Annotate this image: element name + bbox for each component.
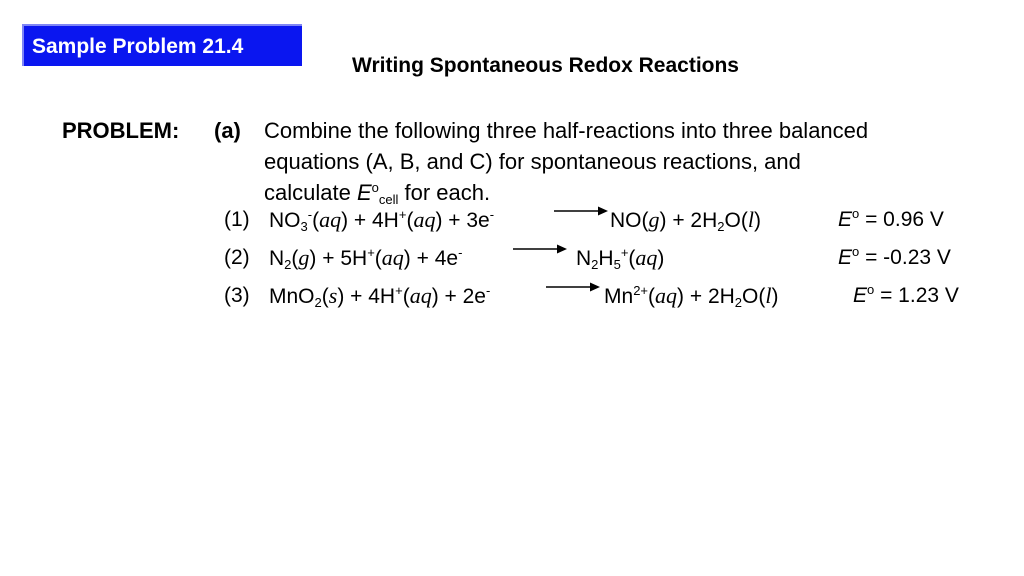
reaction-3-products: $Mn^{2+}(aq) + 2H_2O(l)$ [604,283,779,310]
reaction-1-arrow [554,205,608,217]
problem-text-line-2: equations (A, B, and C) for spontaneous reactions, and [264,149,801,174]
reaction-1-number: (1) [224,208,250,231]
reaction-3-potential: $E^o = 1.23$ V [853,282,959,307]
reaction-1-products: $NO(g) + 2H_2O(l)$ [610,207,761,234]
reaction-1-potential: $E^o = 0.96$ V [838,206,944,231]
reaction-2-number: (2) [224,246,250,269]
reaction-3-number: (3) [224,284,250,307]
problem-text-line-3: calculate $E^o_{cell}$ for each. [264,180,491,207]
reaction-1-reactants: $NO_3^-(aq) + 4H^+(aq) + 3e^-$ [269,207,495,234]
sample-problem-badge: Sample Problem 21.4 [22,24,302,66]
problem-text-line-1: Combine the following three half-reactions into three balanced [264,118,869,143]
problem-part-label: (a) [214,118,241,143]
reaction-3-arrow [546,281,600,293]
reaction-2-products: $N_2H_5^+(aq)$ [576,245,665,272]
reaction-2-reactants: $N_2(g) + 5H^+(aq) + 4e^-$ [269,245,463,272]
reaction-2-arrow [513,243,567,255]
reaction-2-potential: $E^o = -0.23$ V [838,244,951,269]
problem-label: PROBLEM: [62,118,180,143]
page-title: Writing Spontaneous Redox Reactions [352,54,739,77]
reaction-3-reactants: MnO$_2$(s) + 4H+(aq) + 2e- [269,283,491,310]
